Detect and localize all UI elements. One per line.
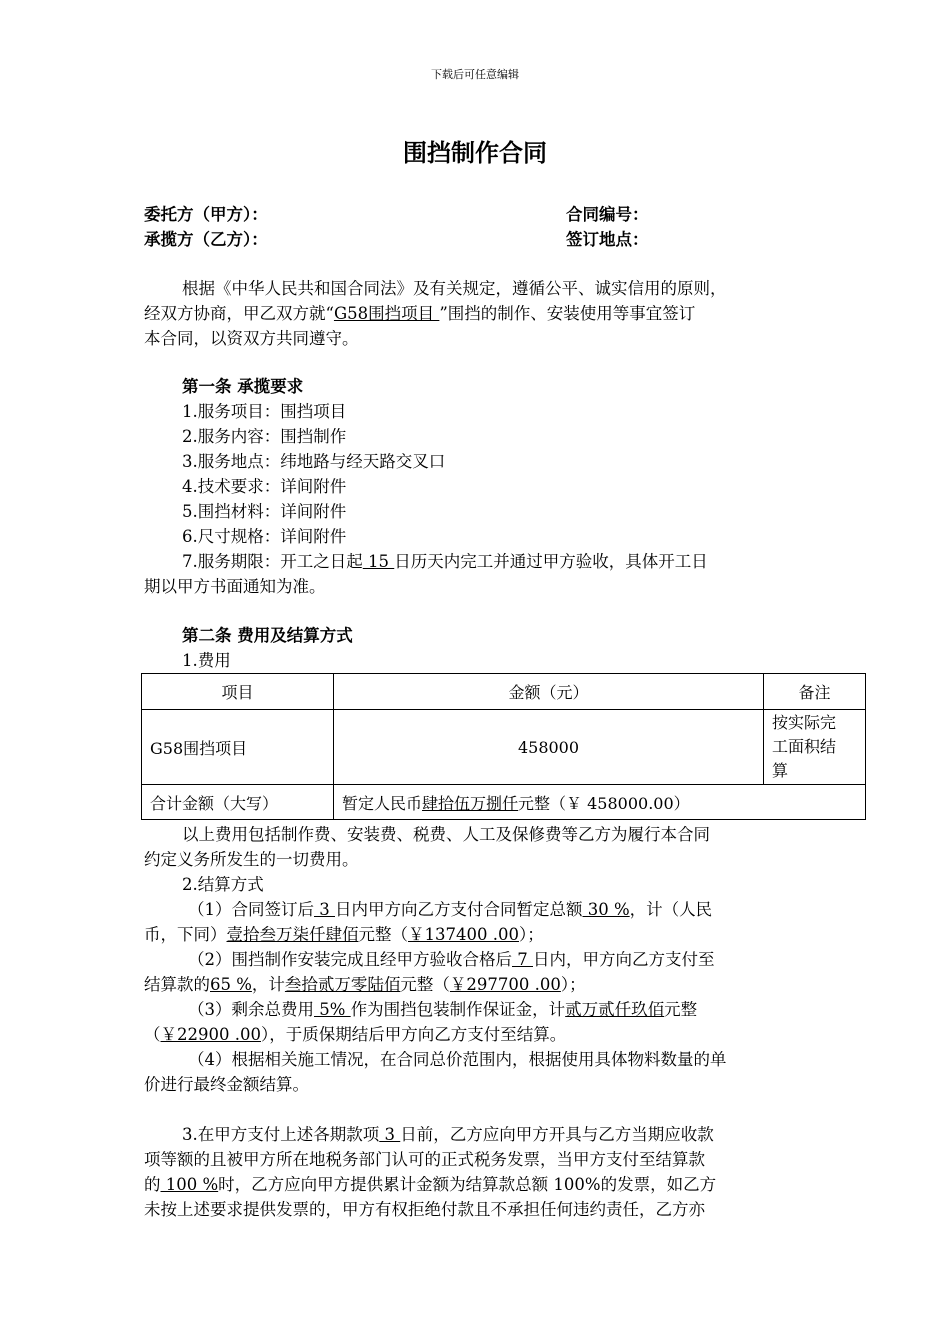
payment-4-line-1: （4）根据相关施工情况，在合同总价范围内，根据使用具体物料数量的单 <box>188 1050 727 1069</box>
intro-line-3: 本合同，以资双方共同遵守。 <box>144 329 359 348</box>
client-label: 委托方（甲方）： <box>144 205 268 224</box>
sign-place-label: 签订地点： <box>566 230 649 249</box>
payment-3-line-2: （￥22900 .00），于质保期结后甲方向乙方支付至结算。 <box>144 1025 567 1044</box>
fee-note-line-1: 以上费用包括制作费、安装费、税费、人工及保修费等乙方为履行本合同 <box>182 825 710 844</box>
payment-2-line-1: （2）围挡制作安装完成且经甲方验收合格后 7 日内，甲方向乙方支付至 <box>188 950 715 969</box>
invoice-line-4: 未按上述要求提供发票的，甲方有权拒绝付款且不承担任何违约责任，乙方亦 <box>144 1200 705 1219</box>
row-item: G58围挡项目 <box>142 710 334 785</box>
article1-item-2: 2.服务内容：围挡制作 <box>182 427 347 446</box>
contractor-label: 承揽方（乙方）： <box>144 230 268 249</box>
page-header: 下载后可任意编辑 <box>431 68 519 81</box>
article1-item-4: 4.技术要求：详间附件 <box>182 477 347 496</box>
payment-2-line-2: 结算款的65 %，计叁拾贰万零陆佰元整（￥297700 .00）； <box>144 975 586 994</box>
row-note: 按实际完 工面积结 算 <box>764 710 866 785</box>
invoice-line-2: 项等额的且被甲方所在地税务部门认可的正式税务发票，当甲方支付至结算款 <box>144 1150 705 1169</box>
fee-label: 1.费用 <box>182 651 231 670</box>
payment-3-line-1: （3）剩余总费用 5% 作为围挡包装制作保证金，计贰万贰仟玖佰元整 <box>188 1000 698 1019</box>
article1-item-1: 1.服务项目：围挡项目 <box>182 402 347 421</box>
article1-item-5: 5.围挡材料：详间附件 <box>182 502 347 521</box>
article2-heading: 第二条 费用及结算方式 <box>182 626 353 645</box>
settle-label: 2.结算方式 <box>182 875 264 894</box>
intro-line-2: 经双方协商，甲乙双方就“G58围挡项目 ”围挡的制作、安装使用等事宜签订 <box>144 304 696 323</box>
article1-item-6: 6.尺寸规格：详间附件 <box>182 527 347 546</box>
article1-item-3: 3.服务地点：纬地路与经天路交叉口 <box>182 452 446 471</box>
contract-no-label: 合同编号： <box>566 205 649 224</box>
header-item: 项目 <box>142 674 334 710</box>
article1-heading: 第一条 承揽要求 <box>182 377 304 396</box>
payment-4-line-2: 价进行最终金额结算。 <box>144 1075 309 1094</box>
intro-line-1: 根据《中华人民共和国合同法》及有关规定，遵循公平、诚实信用的原则， <box>182 279 727 298</box>
document-title: 围挡制作合同 <box>403 139 547 167</box>
header-note: 备注 <box>764 674 866 710</box>
invoice-line-1: 3.在甲方支付上述各期款项 3 日前，乙方应向甲方开具与乙方当期应收款 <box>182 1125 714 1144</box>
article1-item-7: 7.服务期限：开工之日起 15 日历天内完工并通过甲方验收，具体开工日 <box>182 552 708 571</box>
table-header-row <box>142 674 866 710</box>
total-label: 合计金额（大写） <box>142 785 334 820</box>
invoice-line-3: 的 100 %时，乙方应向甲方提供累计金额为结算款总额 100%的发票，如乙方 <box>144 1175 717 1194</box>
row-amount: 458000 <box>334 710 764 785</box>
fee-note-line-2: 约定义务所发生的一切费用。 <box>144 850 359 869</box>
table-row <box>142 710 866 785</box>
payment-1-line-1: （1）合同签订后 3 日内甲方向乙方支付合同暂定总额 30 %，计（人民 <box>188 900 713 919</box>
header-amount: 金额（元） <box>334 674 764 710</box>
payment-1-line-2: 币，下同）壹拾叁万柒仟肆佰元整（￥137400 .00）； <box>144 925 544 944</box>
article1-item-7-cont: 期以甲方书面通知为准。 <box>144 577 326 596</box>
project-name: G58围挡项目 <box>333 304 440 323</box>
table-total-row <box>142 785 866 820</box>
fee-table <box>141 673 866 820</box>
total-value: 暂定人民币肆拾伍万捌仟元整（￥ 458000.00） <box>334 785 866 820</box>
